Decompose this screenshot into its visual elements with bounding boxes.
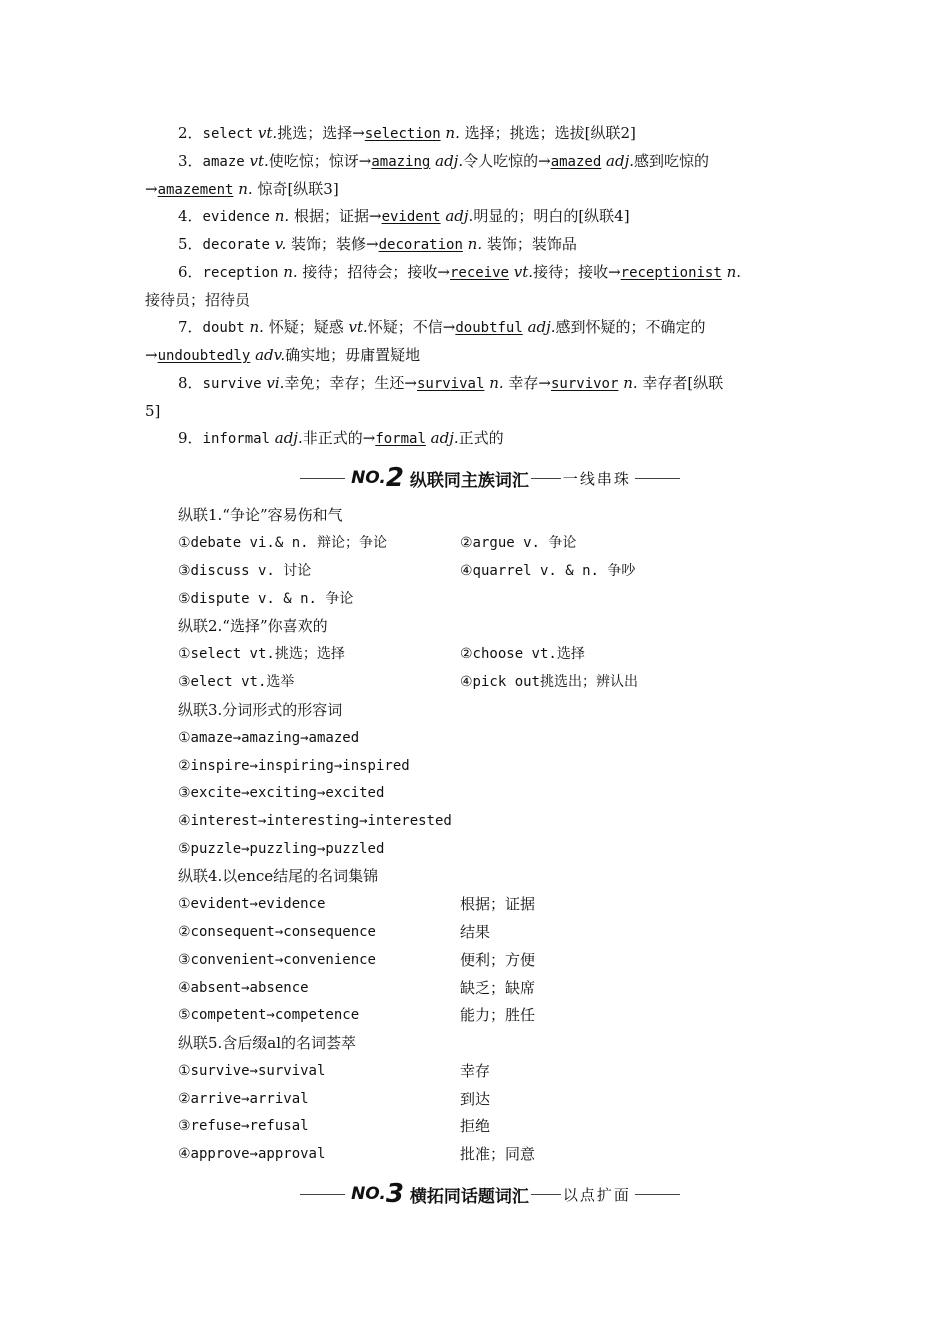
meaning: 根据；证据→ (293, 207, 382, 225)
headword: evidence (202, 209, 270, 225)
part-of-speech: v. (274, 235, 287, 253)
item-number: 2． (178, 124, 203, 142)
group-5-meaning: 到达 (460, 1090, 491, 1108)
vocab-item-9 (178, 428, 504, 449)
headword: amaze (202, 154, 245, 170)
vocab-item-3 (178, 151, 709, 172)
vocab-item-5 (178, 234, 577, 255)
meaning: 使吃惊；惊讶→ (268, 152, 372, 170)
part-of-speech: vt. (257, 124, 278, 142)
part-of-speech: vt. (513, 263, 534, 281)
header-dash (531, 1194, 561, 1195)
meaning: 接待员；招待员 (145, 291, 251, 309)
derived-word: amazing (371, 154, 431, 170)
item-number: 9． (178, 429, 203, 447)
part-of-speech: adj. (274, 429, 303, 447)
group-5-meaning: 幸存 (460, 1062, 491, 1080)
meaning: 选择；挑选；选拔[纵联2] (464, 124, 636, 142)
group-title-1: 纵联1.“争论”容易伤和气 (178, 506, 343, 524)
meaning: 幸存者[纵联 (642, 374, 724, 392)
vocab-item-7-cont (145, 345, 420, 366)
group-2-item: ③elect vt.选举 (178, 674, 295, 690)
meaning: 令人吃惊的→ (463, 152, 551, 170)
group-4-meaning: 缺乏；缺席 (460, 979, 536, 997)
section-title: 横拓同话题词汇 (409, 1186, 529, 1207)
group-1-item: ①debate vi.& n. 辩论；争论 (178, 535, 387, 551)
derived-word: decoration (378, 237, 463, 253)
group-3-item: ⑤puzzle→puzzling→puzzled (178, 841, 385, 857)
derived-word: formal (375, 431, 426, 447)
group-5-word: ④approve→approval (178, 1146, 326, 1162)
group-title-2: 纵联2.“选择”你喜欢的 (178, 617, 328, 635)
group-4-word: ④absent→absence (178, 980, 309, 996)
meaning: 怀疑；疑惑 (268, 318, 344, 336)
part-of-speech: adj. (445, 207, 474, 225)
part-of-speech: n. (249, 318, 264, 336)
vocab-item-6-cont (145, 290, 250, 310)
group-1-item: ⑤dispute v. & n. 争论 (178, 591, 354, 607)
section-subtitle: 以点扩面 (562, 1185, 631, 1204)
section-no: NO. (351, 1184, 386, 1204)
arrow: → (145, 346, 158, 364)
vocab-item-6 (178, 262, 741, 283)
part-of-speech: n. (489, 374, 504, 392)
part-of-speech: adj. (527, 318, 556, 336)
arrow: → (145, 180, 158, 198)
group-4-meaning: 能力；胜任 (460, 1006, 536, 1024)
derived-word: receive (449, 265, 509, 281)
meaning: 接待；接收→ (533, 263, 621, 281)
group-title-3: 纵联3.分词形式的形容词 (178, 701, 343, 719)
part-of-speech: n. (445, 124, 460, 142)
meaning: 惊奇[纵联3] (257, 180, 339, 198)
group-2-item: ②choose vt.选择 (460, 646, 585, 662)
part-of-speech: n. (274, 207, 290, 225)
group-4-meaning: 便利；方便 (460, 951, 536, 969)
vocab-item-4 (178, 206, 630, 227)
group-5-meaning: 拒绝 (460, 1117, 491, 1135)
headword: survive (202, 376, 262, 392)
meaning: 正式的 (458, 429, 504, 447)
vocab-item-7 (178, 317, 706, 338)
group-4-word: ②consequent→consequence (178, 924, 376, 940)
derived-word: selection (364, 126, 441, 142)
part-of-speech: adv. (255, 346, 286, 364)
group-5-word: ②arrive→arrival (178, 1091, 309, 1107)
header-rule (300, 478, 345, 479)
part-of-speech: vi. (266, 374, 285, 392)
meaning: 挑选；选择→ (277, 124, 365, 142)
meaning: 非正式的→ (302, 429, 376, 447)
part-of-speech: adj. (430, 429, 459, 447)
derived-word: survival (416, 376, 485, 392)
group-1-item: ②argue v. 争论 (460, 535, 577, 551)
meaning: 感到吃惊的 (634, 152, 710, 170)
derived-word: doubtful (455, 320, 523, 336)
part-of-speech: n. (238, 180, 253, 198)
section-no: NO. (351, 468, 386, 488)
group-3-item: ①amaze→amazing→amazed (178, 730, 360, 746)
group-title-4: 纵联4.以ence结尾的名词集锦 (178, 867, 379, 885)
group-2-item: ④pick out挑选出；辨认出 (460, 674, 638, 690)
part-of-speech: n. (467, 235, 483, 253)
derived-word: amazement (157, 182, 234, 198)
section-header-3 (300, 1180, 680, 1208)
meaning: 接待；招待会；接收→ (302, 263, 450, 281)
part-of-speech: adj. (435, 152, 464, 170)
part-of-speech: vt. (249, 152, 269, 170)
vocab-item-2 (178, 123, 636, 144)
headword: decorate (202, 237, 270, 253)
vocab-item-3-cont (145, 179, 339, 200)
item-number: 7． (178, 318, 203, 336)
header-rule (635, 478, 680, 479)
derived-word: receptionist (620, 265, 722, 281)
group-5-meaning: 批准；同意 (460, 1145, 536, 1163)
headword: reception (202, 265, 279, 281)
meaning: 感到怀疑的；不确定的 (555, 318, 706, 336)
group-4-meaning: 结果 (460, 923, 491, 941)
headword: doubt (202, 320, 245, 336)
group-4-word: ③convenient→convenience (178, 952, 376, 968)
group-4-word: ①evident→evidence (178, 896, 326, 912)
header-rule (300, 1194, 345, 1195)
meaning: 明显的；明白的[纵联4] (473, 207, 630, 225)
item-number: 6． (178, 263, 203, 281)
meaning: 幸存→ (508, 374, 551, 392)
part-of-speech: n. (623, 374, 638, 392)
group-5-word: ③refuse→refusal (178, 1118, 309, 1134)
item-number: 3． (178, 152, 203, 170)
part-of-speech: adj. (606, 152, 635, 170)
vocab-item-8 (178, 373, 723, 394)
group-title-5: 纵联5.含后缀al的名词荟萃 (178, 1034, 357, 1052)
group-3-item: ④interest→interesting→interested (178, 813, 452, 829)
group-4-meaning: 根据；证据 (460, 895, 536, 913)
derived-word: evident (381, 209, 441, 225)
meaning: 装饰；装饰品 (486, 235, 577, 253)
section-number: 2 (385, 463, 404, 493)
part-of-speech: n. (283, 263, 298, 281)
section-subtitle: 一线串珠 (562, 469, 631, 488)
header-rule (635, 1194, 680, 1195)
item-number: 8． (178, 374, 203, 392)
group-5-word: ①survive→survival (178, 1063, 326, 1079)
group-2-item: ①select vt.挑选；选择 (178, 646, 345, 662)
headword: informal (202, 431, 270, 447)
group-1-item: ④quarrel v. & n. 争吵 (460, 563, 636, 579)
group-1-item: ③discuss v. 讨论 (178, 563, 312, 579)
derived-word: undoubtedly (157, 348, 251, 364)
meaning: 幸免；幸存；生还→ (284, 374, 417, 392)
header-dash (531, 478, 561, 479)
derived-word: survivor (550, 376, 619, 392)
section-title: 纵联同主族词汇 (409, 470, 529, 491)
meaning: 装饰；装修→ (291, 235, 379, 253)
item-number: 4． (178, 207, 203, 225)
meaning: 怀疑；不信→ (367, 318, 456, 336)
group-4-word: ⑤competent→competence (178, 1007, 360, 1023)
section-number: 3 (385, 1179, 404, 1209)
meaning: 确实地；毋庸置疑地 (285, 346, 421, 364)
group-3-item: ②inspire→inspiring→inspired (178, 758, 410, 774)
section-header-2 (300, 464, 680, 492)
part-of-speech: vt. (348, 318, 368, 336)
part-of-speech: n. (726, 263, 742, 281)
group-3-item: ③excite→exciting→excited (178, 785, 385, 801)
meaning: 5] (145, 402, 161, 420)
derived-word: amazed (550, 154, 602, 170)
vocab-item-8-cont (145, 401, 160, 421)
item-number: 5． (178, 235, 203, 253)
headword: select (202, 126, 254, 142)
